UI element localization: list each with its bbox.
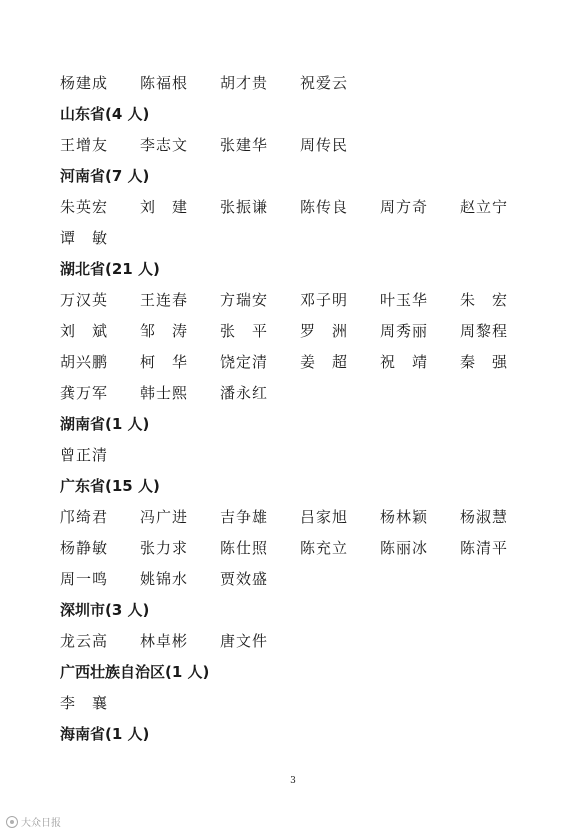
province-section [60, 595, 530, 657]
person-name: 姚锦水 [140, 570, 189, 588]
person-name: 陈丽冰 [380, 539, 429, 557]
person-name: 祝 靖 [380, 353, 429, 371]
person-name: 龙云高 [60, 632, 109, 650]
province-heading: 海南省(1 人) [60, 725, 150, 743]
watermark-logo-icon [6, 816, 18, 828]
page-number: 3 [290, 776, 296, 786]
person-name: 谭 敏 [60, 229, 109, 247]
person-name: 邝绮君 [60, 508, 109, 526]
person-name: 万汉英 [60, 291, 109, 309]
province-heading: 广东省(15 人) [60, 477, 160, 495]
province-section [60, 161, 530, 254]
person-name: 杨淑慧 [460, 508, 509, 526]
name-list [60, 68, 530, 750]
person-name: 柯 华 [140, 353, 189, 371]
person-name: 姜 超 [300, 353, 349, 371]
name-grid [60, 688, 540, 719]
person-name: 陈清平 [460, 539, 509, 557]
person-name: 陈仕照 [220, 539, 269, 557]
person-name: 朱 宏 [460, 291, 509, 309]
person-name: 韩士熙 [140, 384, 189, 402]
person-name: 邓子明 [300, 291, 349, 309]
person-name: 刘 斌 [60, 322, 109, 340]
person-name: 张振谦 [220, 198, 269, 216]
province-heading: 湖北省(21 人) [60, 260, 160, 278]
person-name: 杨建成 [60, 74, 109, 92]
province-section [60, 68, 530, 99]
person-name: 周黎程 [460, 322, 509, 340]
person-name: 陈传良 [300, 198, 349, 216]
person-name: 周传民 [300, 136, 349, 154]
person-name: 张力求 [140, 539, 189, 557]
person-name: 贾效盛 [220, 570, 269, 588]
person-name: 周方奇 [380, 198, 429, 216]
name-grid [60, 130, 540, 161]
province-section [60, 99, 530, 161]
person-name: 林卓彬 [140, 632, 189, 650]
province-section [60, 657, 530, 719]
name-grid [60, 440, 540, 471]
person-name: 曾正清 [60, 446, 109, 464]
person-name: 胡兴鹏 [60, 353, 109, 371]
name-grid [60, 192, 540, 254]
person-name: 杨静敏 [60, 539, 109, 557]
province-section [60, 409, 530, 471]
person-name: 吉争雄 [220, 508, 269, 526]
person-name: 王连春 [140, 291, 189, 309]
person-name: 龚万军 [60, 384, 109, 402]
name-grid [60, 68, 540, 99]
person-name: 邹 涛 [140, 322, 189, 340]
person-name: 冯广进 [140, 508, 189, 526]
watermark [6, 814, 61, 829]
watermark-text: 大众日报 [21, 818, 61, 829]
name-grid [60, 626, 540, 657]
person-name: 杨林颖 [380, 508, 429, 526]
person-name: 饶定清 [220, 353, 269, 371]
person-name: 赵立宁 [460, 198, 509, 216]
province-section [60, 254, 530, 409]
name-grid [60, 502, 540, 595]
person-name: 叶玉华 [380, 291, 429, 309]
person-name: 唐文件 [220, 632, 269, 650]
person-name: 朱英宏 [60, 198, 109, 216]
person-name: 李志文 [140, 136, 189, 154]
person-name: 陈充立 [300, 539, 349, 557]
person-name: 吕家旭 [300, 508, 349, 526]
person-name: 潘永红 [220, 384, 269, 402]
province-section [60, 471, 530, 595]
person-name: 刘 建 [140, 198, 189, 216]
person-name: 祝爱云 [300, 74, 349, 92]
province-section [60, 719, 530, 750]
province-heading: 山东省(4 人) [60, 105, 150, 123]
person-name: 陈福根 [140, 74, 189, 92]
person-name: 罗 洲 [300, 322, 349, 340]
province-heading: 深圳市(3 人) [60, 601, 150, 619]
person-name: 张建华 [220, 136, 269, 154]
province-heading: 湖南省(1 人) [60, 415, 150, 433]
person-name: 周一鸣 [60, 570, 109, 588]
person-name: 张 平 [220, 322, 269, 340]
person-name: 李 襄 [60, 694, 109, 712]
person-name: 王增友 [60, 136, 109, 154]
person-name: 方瑞安 [220, 291, 269, 309]
province-heading: 河南省(7 人) [60, 167, 150, 185]
province-heading: 广西壮族自治区(1 人) [60, 663, 210, 681]
person-name: 胡才贵 [220, 74, 269, 92]
person-name: 秦 强 [460, 353, 509, 371]
name-grid [60, 285, 540, 409]
person-name: 周秀丽 [380, 322, 429, 340]
